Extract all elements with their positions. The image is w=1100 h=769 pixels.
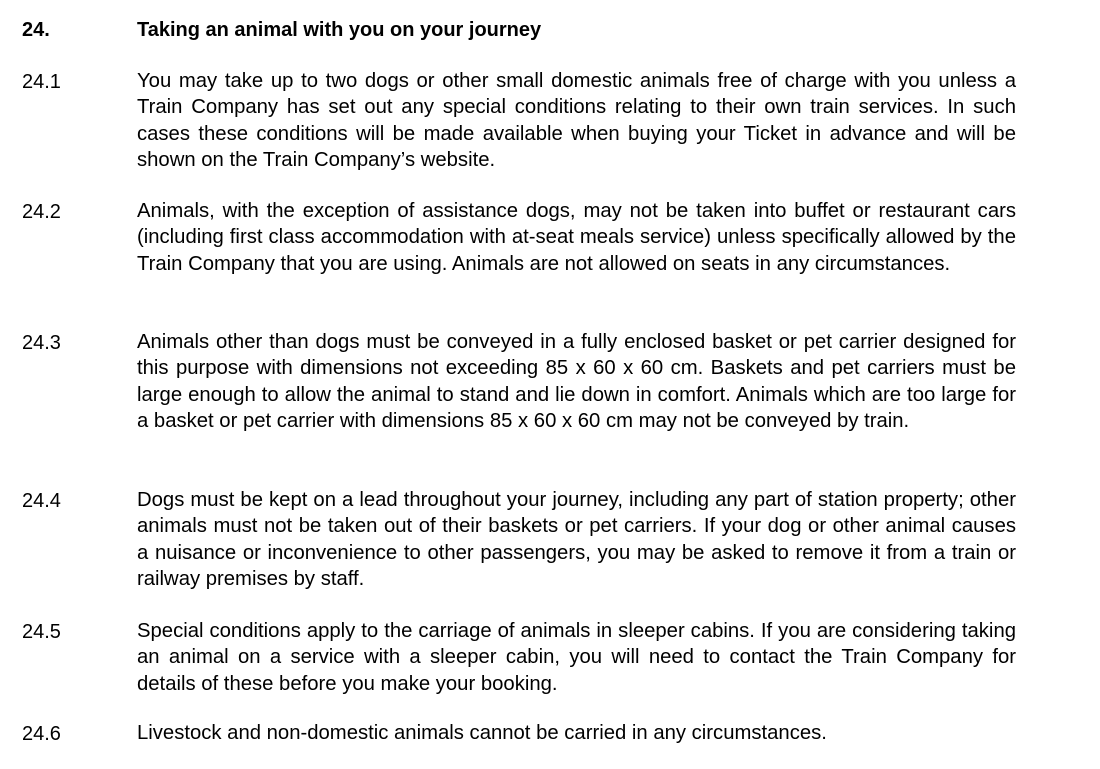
section-heading	[0, 17, 1100, 45]
clause-text: Dogs must be kept on a lead throughout your journey, including any part of station property; other animals must not be taken out of their baskets or pet carriers. If your dog or other animal causes a nuisance or inconvenience to other passengers, you may be asked to remove it from a train or railway premises by staff.	[137, 489, 1016, 590]
clause-number: 24.4	[22, 490, 61, 512]
clause-text: You may take up to two dogs or other small domestic animals free of charge with you unless a Train Company has set out any special conditions relating to their own train services. In such cases these conditions will be made available when buying your Ticket in advance and will be shown on the Train Company’s website.	[137, 70, 1016, 171]
clause-number: 24.6	[22, 723, 61, 745]
section-title: Taking an animal with you on your journey	[137, 19, 542, 41]
clause-number: 24.1	[22, 71, 61, 93]
section-number: 24.	[22, 19, 50, 41]
clause-number: 24.5	[22, 621, 61, 643]
clause-number: 24.3	[22, 332, 61, 354]
clause-number: 24.2	[22, 201, 61, 223]
clause-text: Special conditions apply to the carriage of animals in sleeper cabins. If you are considering taking an animal on a service with a sleeper cabin, you will need to contact the Train Company for details of these before you make your booking.	[137, 620, 1016, 695]
clause-text: Animals, with the exception of assistance dogs, may not be taken into buffet or restaurant cars (including first class accommodation with at-seat meals service) unless specifically allowed by the Train Company that you are using. Animals are not allowed on seats in any circumstances.	[137, 200, 1016, 275]
clause-text: Livestock and non-domestic animals cannot be carried in any circumstances.	[137, 722, 827, 744]
clause-text: Animals other than dogs must be conveyed in a fully enclosed basket or pet carrier designed for this purpose with dimensions not exceeding 85 x 60 x 60 cm. Baskets and pet carriers must be large enough to allow the animal to stand and lie down in comfort. Animals which are too large for a basket or pet carrier with dimensions 85 x 60 x 60 cm may not be conveyed by train.	[137, 331, 1016, 432]
